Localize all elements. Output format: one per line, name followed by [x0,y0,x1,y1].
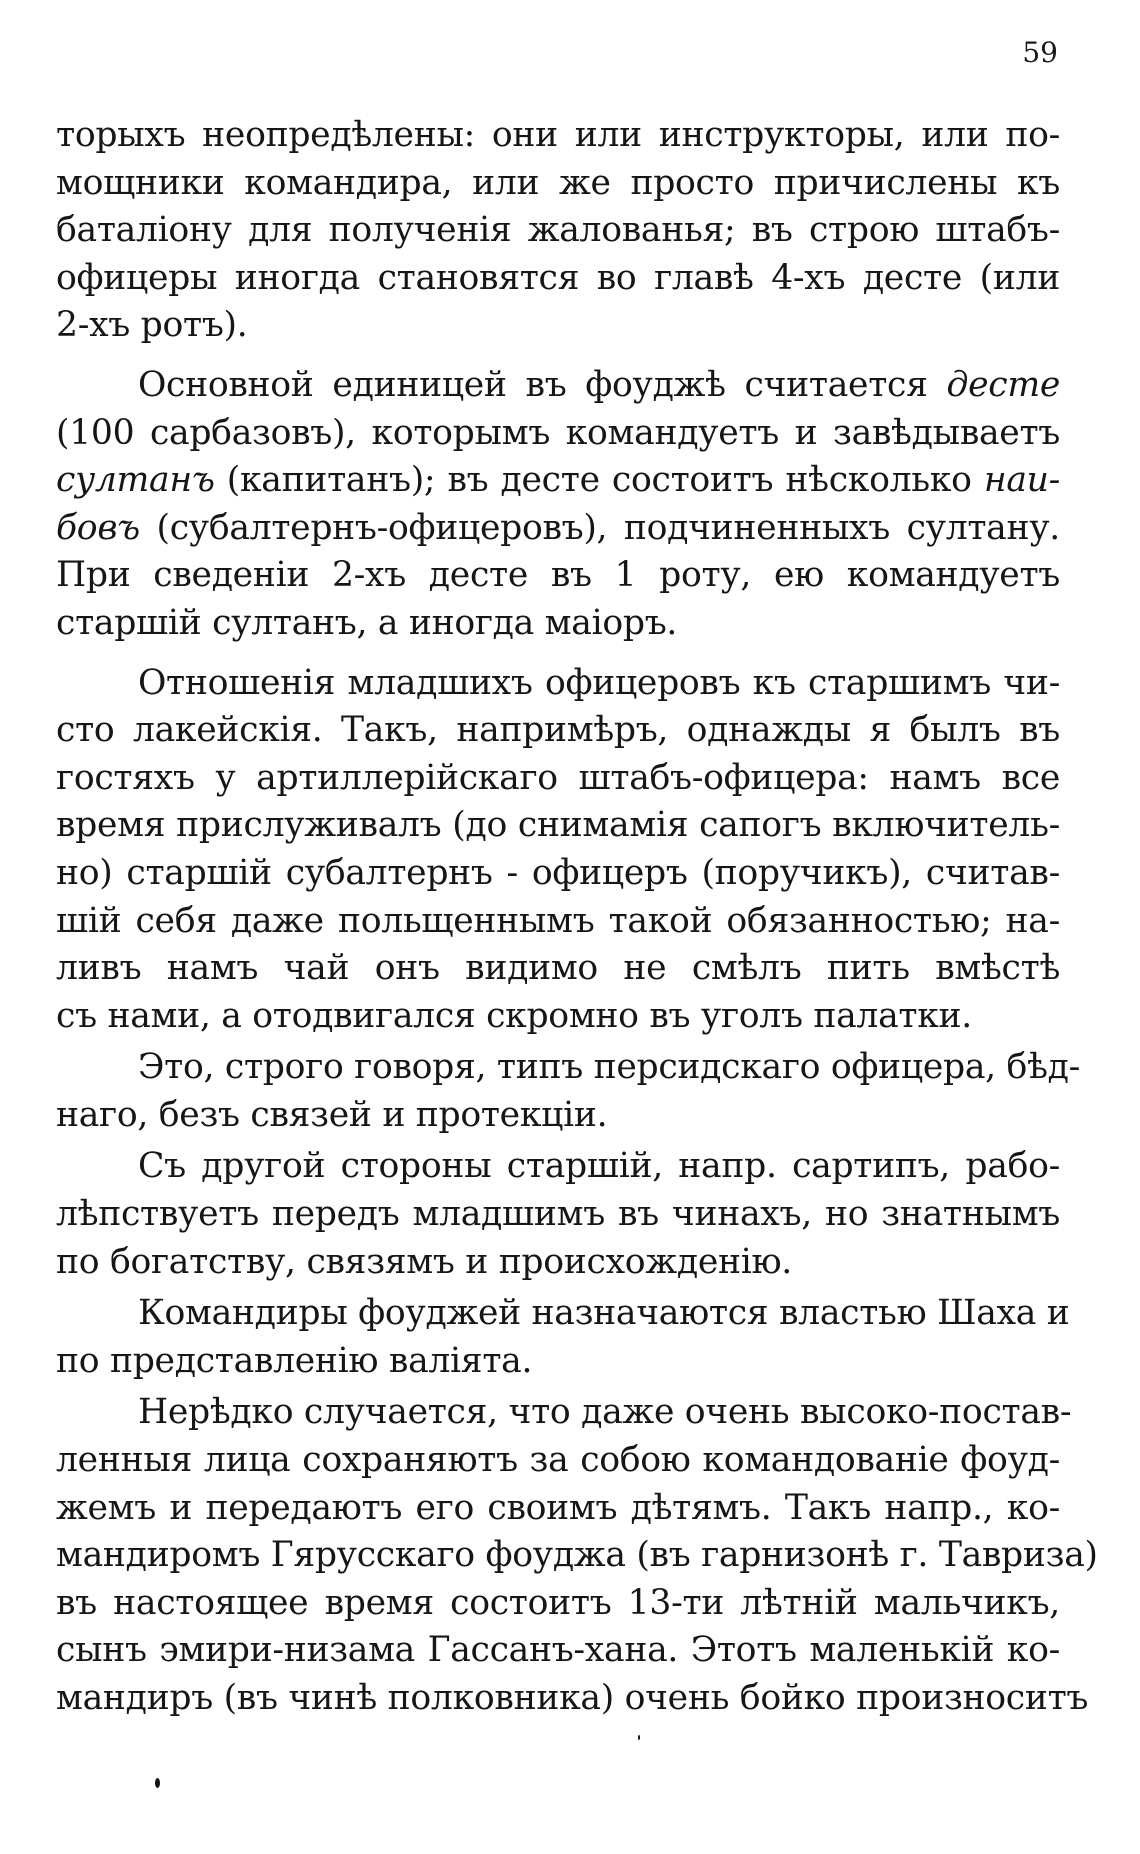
text-line [56,1485,1060,1533]
text-segment: старшій султанъ, а иногда маіоръ. [56,602,678,643]
text-line [56,1675,1089,1723]
paragraph-gap [56,648,1060,660]
text-segment: торыхъ неопредѣлены: они или инструкторы, или по- [56,115,1060,155]
text-line [56,898,1060,946]
text-line [56,160,1060,208]
text-segment: гостяхъ у артиллерійскаго штабъ-офицера: намъ все [56,757,1060,798]
text-line [56,1191,1060,1239]
text-segment: ливъ намъ чай онъ видимо не смѣлъ пить вмѣстѣ [56,948,1060,989]
text-line [56,505,1060,553]
text-segment: лѣпствуетъ передъ младшимъ въ чинахъ, но знатнымъ [56,1194,1060,1235]
print-speck [638,1735,640,1740]
text-segment: сто лакейскія. Такъ, напримѣръ, однажды я былъ въ [56,710,1060,751]
text-segment: 2-хъ ротъ). [56,305,248,346]
text-segment: Отношенія младшихъ офицеровъ къ старшимъ чи- [138,662,1060,703]
text-line [56,1239,1060,1287]
text-segment: При сведеніи 2-хъ десте въ 1 роту, ею командуетъ [56,555,1060,596]
text-segment: (субалтернъ-офицеровъ), подчиненныхъ султану. [139,507,1060,548]
text-segment: жемъ и передаютъ его своимъ дѣтямъ. Такъ напр., ко- [56,1487,1060,1528]
text-segment: по представленію валіята. [56,1340,533,1381]
text-segment: мандиромъ Гярусскаго фоуджа (въ гарнизонѣ г. Тавриза) [56,1535,1098,1576]
text-segment: Основной единицей въ фоуджѣ считается [138,364,947,405]
text-segment: Это, строго говоря, типъ персидскаго офицера, бѣд- [138,1047,1080,1088]
text-line [56,1143,1060,1191]
text-line [56,1389,1072,1437]
text-line [56,755,1060,803]
text-line [56,112,1060,160]
text-segment: въ настоящее время состоитъ 13-ти лѣтній мальчикъ, [56,1582,1060,1623]
text-line [56,457,1060,505]
text-segment: Съ другой стороны старшій, напр. сартипъ, рабо- [138,1146,1060,1187]
text-line [56,1532,1098,1580]
text-line [56,207,1060,255]
text-segment: офицеры иногда становятся во главѣ 4-хъ десте (или [56,257,1060,298]
print-speck [155,1778,160,1788]
text-line [56,410,1060,458]
text-line [56,552,1060,600]
text-line [56,1338,1060,1386]
text-line [56,1044,1080,1092]
text-line [56,660,1060,708]
text-line [56,1290,1070,1338]
text-segment: баталіону для полученія жалованья; въ строю штабъ- [56,210,1060,251]
text-segment: по богатству, связямъ и происхожденію. [56,1241,792,1282]
text-segment: сынъ эмири-низама Гассанъ-хана. Этотъ маленькій ко- [56,1630,1060,1671]
text-segment: съ нами, а отодвигался скромно въ уголъ палатки. [56,995,972,1036]
text-line [56,362,1060,410]
text-line [56,945,1060,993]
text-segment: Нерѣдко случается, что даже очень высоко-постав- [138,1392,1072,1433]
text-segment: мощники командира, или же просто причислены къ [56,162,1060,203]
text-segment: мандиръ (въ чинѣ полковника) очень бойко произноситъ [56,1678,1089,1718]
italic-term: султанъ [56,460,215,501]
text-segment: шій себя даже польщеннымъ такой обязанностью; на- [56,900,1060,941]
text-line [56,993,1060,1041]
text-segment: (100 сарбазовъ), которымъ командуетъ и завѣдываетъ [56,412,1060,453]
text-segment: наго, безъ связей и протекціи. [56,1094,608,1135]
body-text [56,112,1098,1723]
text-segment: но) старшій субалтернъ - офицеръ (поручикъ), считав- [56,852,1060,893]
paragraph-gap [56,350,1060,362]
text-line [56,255,1060,303]
text-segment: Командиры фоуджей назначаются властью Шаха и [138,1293,1070,1334]
italic-term: наи- [983,460,1060,501]
text-line [56,802,1060,850]
text-line [56,707,1060,755]
text-line [56,1437,1060,1485]
text-segment: (капитанъ); въ десте состоитъ нѣсколько [214,460,984,501]
page-number: 59 [1022,36,1058,69]
italic-term: десте [946,364,1060,405]
text-line [56,1092,1060,1140]
text-line [56,850,1060,898]
text-line [56,1627,1060,1675]
text-line [56,1580,1060,1628]
text-segment: ленныя лица сохраняютъ за собою командованіе фоуд- [56,1440,1060,1481]
text-line [56,600,1060,648]
text-segment: время прислуживалъ (до снимамія сапогъ включитель- [56,805,1060,846]
italic-term: бовъ [56,507,140,548]
text-line [56,302,1060,350]
